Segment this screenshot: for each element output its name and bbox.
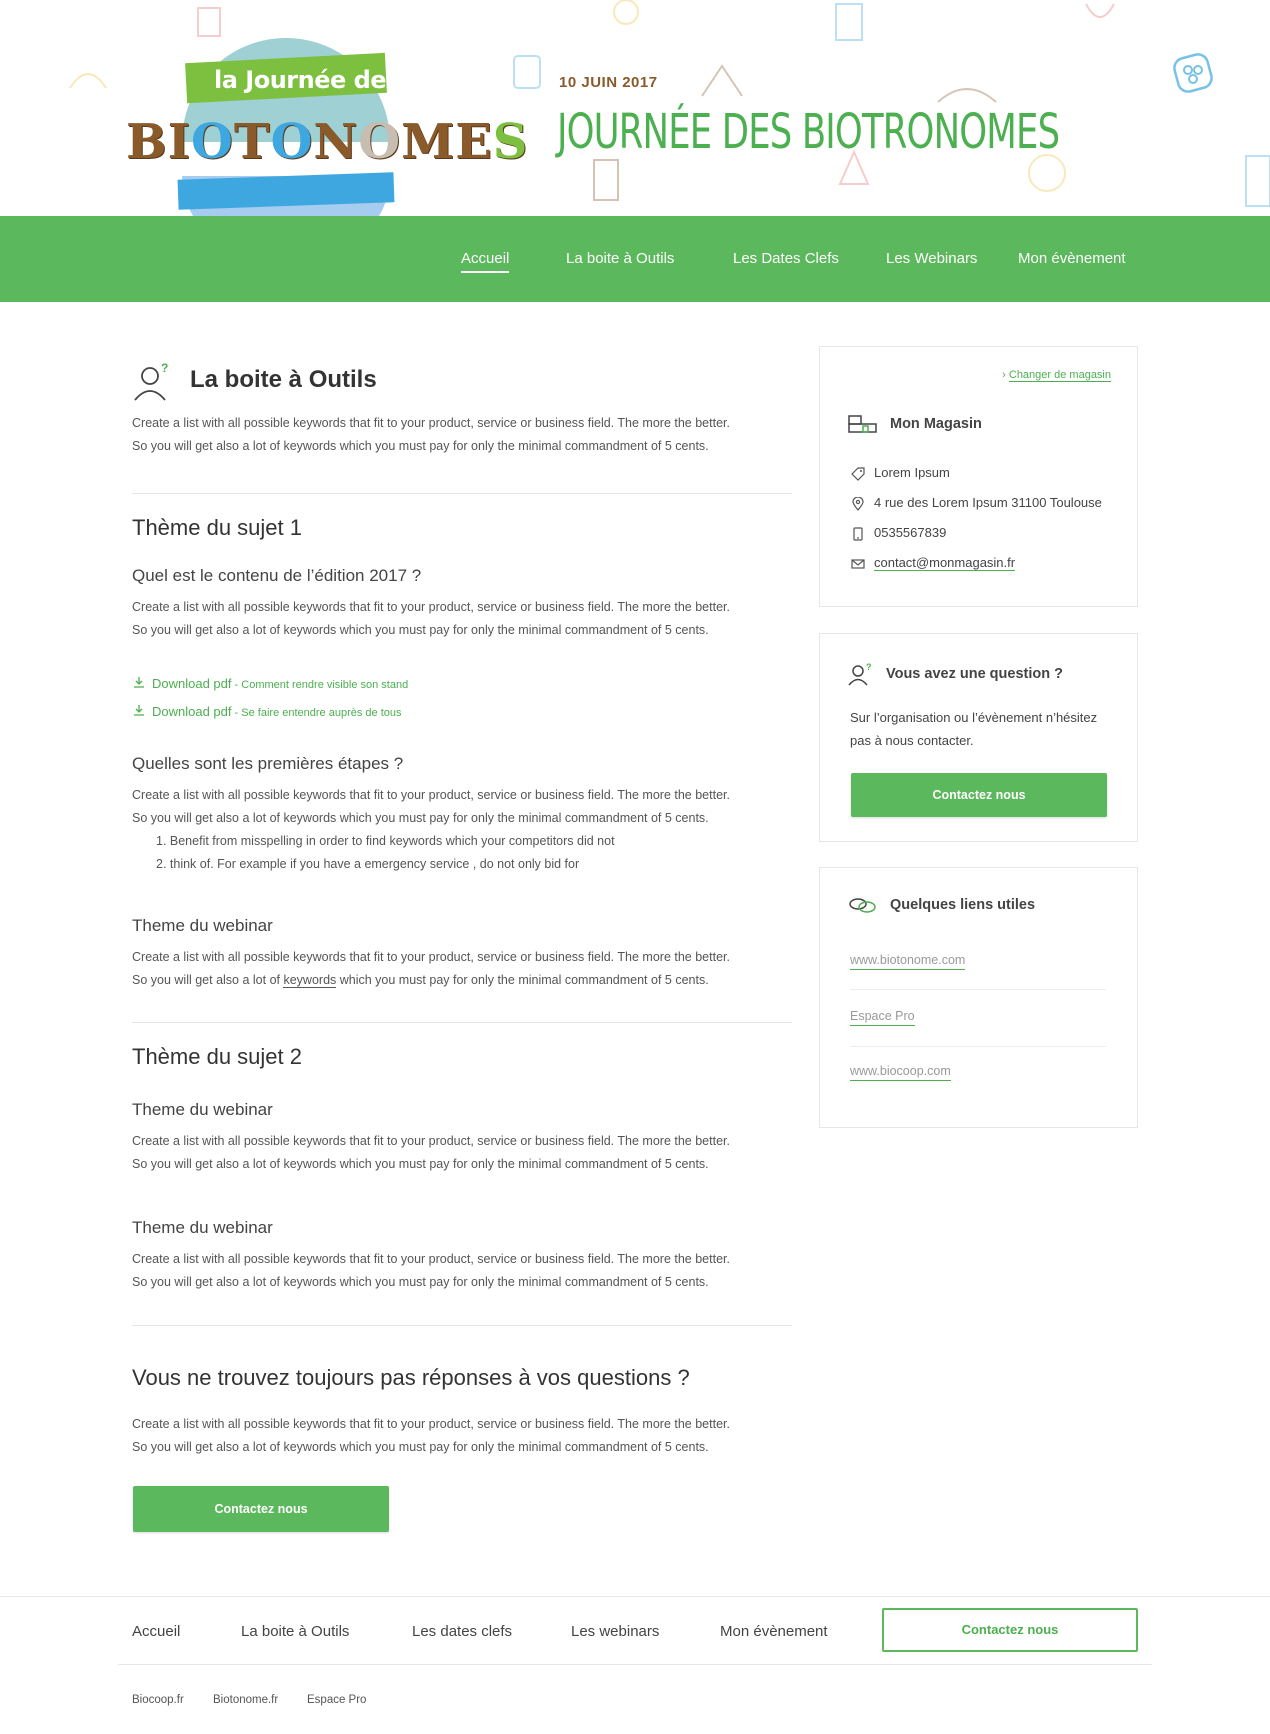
event-title: JOURNÉE DES BIOTRONOMES: [557, 104, 1060, 160]
doodle-decoration-icon: [692, 56, 752, 106]
useful-links-title: [848, 896, 1035, 914]
nav-item-accueil[interactable]: Accueil: [461, 250, 510, 267]
nav-item-webinars[interactable]: Les Webinars: [886, 250, 978, 267]
store-phone-row: [850, 525, 946, 541]
useful-link[interactable]: www.biocoop.com: [850, 1064, 951, 1081]
user-question-icon: [848, 662, 874, 686]
faq-text: [132, 1413, 792, 1459]
event-date: 10 JUIN 2017: [559, 74, 658, 91]
svg-text:?: ?: [161, 361, 169, 375]
theme1-webinar-title: Theme du webinar: [132, 916, 273, 935]
store-phone: 0535567839: [874, 525, 947, 540]
divider: [850, 1046, 1106, 1047]
theme2-title: Thème du sujet 2: [132, 1044, 302, 1069]
intro-line: Create a list with all possible keywords that fit to your product, service or business field. The more the better.: [132, 416, 730, 430]
divider: [850, 989, 1106, 990]
divider: [132, 493, 792, 494]
text-segment: which you must pay for only the minimal commandment of 5 cents.: [336, 973, 709, 987]
store-email-link[interactable]: contact@monmagasin.fr: [874, 555, 1016, 570]
theme1-webinar-text: [132, 946, 792, 992]
paragraph-line: Create a list with all possible keywords that fit to your product, service or business field. The more the better.: [132, 1417, 730, 1431]
text-segment: So you will get also a lot of: [132, 973, 284, 987]
theme2-webinar1-title: Theme du webinar: [132, 1100, 273, 1119]
footer-nav-webinars[interactable]: Les webinars: [571, 1623, 660, 1640]
list-item: 2. think of. For example if you have a emergency service , do not only bid for: [156, 857, 580, 871]
store-icon: [848, 415, 878, 433]
footer-nav-mon-evenement[interactable]: Mon évènement: [720, 1623, 828, 1640]
footer-link-biocoop[interactable]: Biocoop.fr: [132, 1694, 184, 1706]
logo-line2: BIOTONOMES: [126, 114, 529, 170]
contact-button[interactable]: Contactez nous: [133, 1486, 389, 1532]
logo-line1: la Journée des: [214, 66, 400, 94]
paragraph-line: So you will get also a lot of keywords which you must pay for only the minimal commandment of 5 cents.: [132, 1440, 709, 1454]
paragraph-line: So you will get also a lot of keywords which you must pay for only the minimal commandment of 5 cents.: [132, 1157, 709, 1171]
question-title: [848, 662, 1063, 686]
site-header: [0, 0, 1270, 216]
store-name-row: [850, 465, 950, 481]
store-title-text: Mon Magasin: [890, 415, 982, 432]
change-store-label: Changer de magasin: [1008, 369, 1111, 381]
paragraph-line: So you will get also a lot of keywords which you must pay for only the minimal commandment of 5 cents.: [132, 1275, 709, 1289]
nav-item-mon-evenement[interactable]: Mon évènement: [1018, 250, 1126, 267]
download-label: Download pdf: [152, 676, 232, 691]
paragraph-line: Create a list with all possible keywords that fit to your product, service or business field. The more the better.: [132, 1134, 730, 1148]
doodle-decoration-icon: [508, 50, 548, 94]
theme1-q1-text: [132, 596, 792, 642]
paragraph-line: So you will get also a lot of keywords which you must pay for only the minimal commandment of 5 cents.: [132, 623, 709, 637]
download-icon: [132, 704, 146, 716]
doodle-decoration-icon: [66, 58, 110, 94]
page-title-row: [132, 360, 792, 410]
contact-button[interactable]: Contactez nous: [851, 773, 1107, 817]
intro-line: So you will get also a lot of keywords which you must pay for only the minimal commandment of 5 cents.: [132, 439, 709, 453]
theme2-webinar2-text: [132, 1248, 792, 1294]
download-sub: - Comment rendre visible son stand: [231, 679, 409, 691]
logo[interactable]: [120, 36, 529, 216]
steps-list: [156, 830, 615, 876]
useful-links-card: [819, 867, 1138, 1128]
change-store-link[interactable]: [1002, 369, 1111, 381]
theme2-webinar1-text: [132, 1130, 792, 1176]
paragraph-line: Create a list with all possible keywords that fit to your product, service or business field. The more the better.: [132, 600, 730, 614]
download-label: Download pdf: [152, 704, 232, 719]
question-text-line: Sur l’organisation ou l’évènement n’hésitez: [850, 710, 1098, 725]
location-pin-icon: [850, 497, 866, 511]
paragraph-line: [132, 969, 792, 992]
page-title: La boite à Outils: [190, 366, 377, 393]
useful-link-item: [850, 1009, 1106, 1023]
nav-item-dates-clefs[interactable]: Les Dates Clefs: [733, 250, 839, 267]
footer-divider: [0, 1596, 1270, 1597]
question-text: [850, 706, 1120, 752]
footer-nav-boite-outils[interactable]: La boite à Outils: [241, 1623, 350, 1640]
download-sub: - Se faire entendre auprès de tous: [231, 707, 402, 719]
theme1-title: Thème du sujet 1: [132, 515, 302, 540]
store-title: [848, 415, 982, 433]
theme2-webinar2-title: Theme du webinar: [132, 1218, 273, 1237]
question-title-text: Vous avez une question ?: [886, 665, 1063, 682]
envelope-icon: [850, 557, 866, 571]
footer-link-espace-pro[interactable]: Espace Pro: [307, 1694, 367, 1706]
theme1-q2-text: [132, 784, 792, 830]
keywords-link[interactable]: keywords: [283, 973, 337, 987]
footer-nav-accueil[interactable]: Accueil: [132, 1623, 181, 1640]
faq-title: Vous ne trouvez toujours pas réponses à vos questions ?: [132, 1365, 690, 1390]
paragraph-line: Create a list with all possible keywords that fit to your product, service or business field. The more the better.: [132, 1252, 730, 1266]
paragraph-line: So you will get also a lot of keywords which you must pay for only the minimal commandment of 5 cents.: [132, 811, 709, 825]
footer-divider: [118, 1664, 1152, 1665]
question-text-line: pas à nous contacter.: [850, 733, 974, 748]
link-chain-icon: [848, 896, 878, 914]
nav-item-boite-outils[interactable]: La boite à Outils: [566, 250, 675, 267]
doodle-decoration-icon: [1240, 150, 1270, 216]
theme1-q2-title: Quelles sont les premières étapes ?: [132, 754, 404, 773]
svg-text:?: ?: [866, 662, 872, 672]
question-card: [819, 633, 1138, 842]
download-pdf-link[interactable]: [132, 676, 408, 691]
user-question-icon: [132, 360, 176, 404]
chevron-right-icon: ›: [1002, 369, 1009, 381]
useful-link-item: [850, 1064, 1106, 1078]
paragraph-line: Create a list with all possible keywords that fit to your product, service or business field. The more the better.: [132, 950, 730, 964]
useful-link-item: [850, 953, 1106, 967]
list-item: 1. Benefit from misspelling in order to find keywords which your competitors did not: [156, 834, 615, 848]
store-name: Lorem Ipsum: [874, 465, 950, 480]
store-email-row: [850, 555, 1015, 571]
footer-contact-button[interactable]: Contactez nous: [882, 1608, 1138, 1652]
doodle-decoration-icon: [1170, 48, 1218, 98]
divider: [132, 1325, 792, 1326]
useful-links-title-text: Quelques liens utiles: [890, 896, 1036, 913]
doodle-decoration-icon: [604, 0, 648, 30]
useful-link[interactable]: www.biotonome.com: [850, 953, 965, 970]
theme1-q1-title: Quel est le contenu de l’édition 2017 ?: [132, 566, 422, 585]
download-pdf-link[interactable]: [132, 704, 402, 719]
useful-link[interactable]: Espace Pro: [850, 1009, 915, 1026]
main-nav: [0, 216, 1270, 302]
doodle-decoration-icon: [586, 152, 626, 212]
download-icon: [132, 676, 146, 688]
intro-text: [132, 412, 792, 458]
paragraph-line: Create a list with all possible keywords that fit to your product, service or business field. The more the better.: [132, 788, 730, 802]
tag-icon: [850, 467, 866, 481]
divider: [132, 1022, 792, 1023]
doodle-decoration-icon: [826, 0, 876, 50]
footer-link-biotonome[interactable]: Biotonome.fr: [213, 1694, 279, 1706]
footer-nav-dates-clefs[interactable]: Les dates clefs: [412, 1623, 513, 1640]
store-address: 4 rue des Lorem Ipsum 31100 Toulouse: [874, 495, 1102, 510]
doodle-decoration-icon: [1080, 0, 1120, 30]
store-card: [819, 346, 1138, 607]
phone-icon: [850, 527, 866, 541]
store-address-row: [850, 495, 1102, 511]
